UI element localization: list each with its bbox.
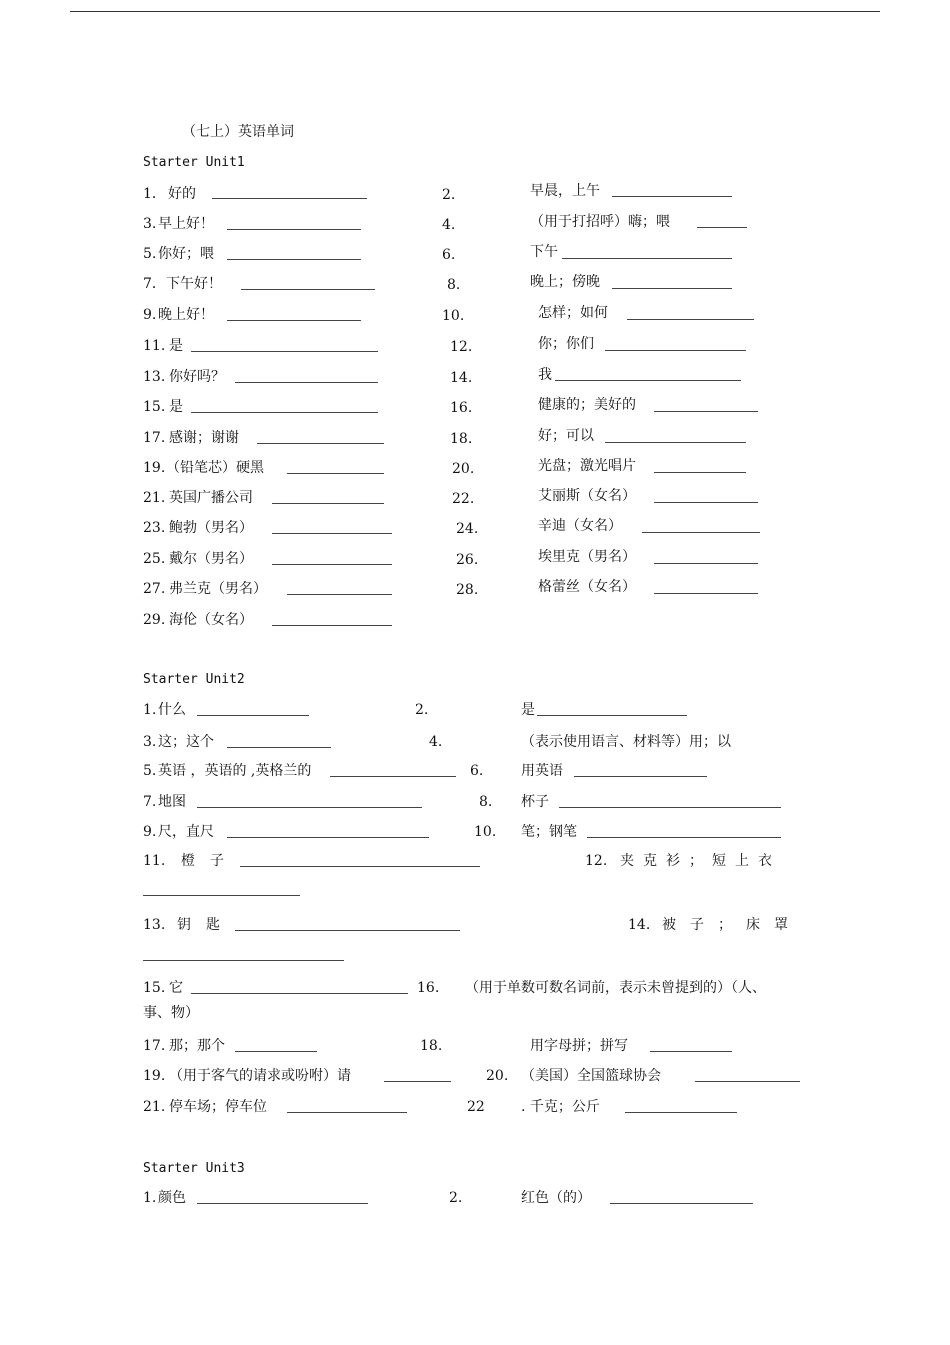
answer-blank[interactable]	[191, 412, 378, 413]
header-rule	[70, 11, 880, 12]
item-text: 感谢；谢谢	[169, 430, 239, 446]
item-number: 2.	[442, 187, 456, 203]
item-number: 6.	[470, 763, 484, 779]
item-number: 24.	[456, 521, 479, 537]
answer-blank[interactable]	[612, 288, 732, 289]
item-number: 3.	[143, 734, 157, 750]
item-text: 颜色	[158, 1190, 186, 1206]
answer-blank[interactable]	[227, 747, 331, 748]
item-number: 10.	[442, 308, 465, 324]
answer-blank[interactable]	[241, 289, 375, 290]
item-text: 晚上好！	[158, 307, 214, 323]
item-number: 13.	[143, 369, 166, 385]
answer-blank[interactable]	[287, 1112, 407, 1113]
answer-blank[interactable]	[197, 1203, 368, 1204]
item-number: 7.	[143, 794, 157, 810]
answer-blank[interactable]	[235, 382, 378, 383]
item-number: 15.	[143, 399, 166, 415]
item-text: 尺，直尺	[158, 824, 214, 840]
answer-blank[interactable]	[642, 532, 760, 533]
item-number: 26.	[456, 552, 479, 568]
item-number: 14.	[450, 370, 473, 386]
item-text: 怎样；如何	[538, 305, 608, 321]
answer-blank[interactable]	[654, 593, 758, 594]
item-text: 埃里克（男名）	[538, 549, 636, 565]
item-number: 25.	[143, 551, 166, 567]
answer-blank[interactable]	[287, 594, 392, 595]
item-text: 是	[169, 338, 183, 354]
item-text: 英国广播公司	[169, 490, 253, 506]
answer-blank[interactable]	[654, 563, 758, 564]
item-text: 鲍勃（男名）	[169, 520, 253, 536]
answer-blank[interactable]	[227, 837, 429, 838]
item-text: 海伦（女名）	[169, 612, 253, 628]
item-number: 9.	[143, 824, 157, 840]
item-text: . 千克；公斤	[521, 1099, 600, 1115]
item-text: 红色（的）	[521, 1190, 591, 1206]
item-number: 5.	[143, 763, 157, 779]
item-number: 21.	[143, 490, 166, 506]
item-text: 用英语	[521, 763, 563, 779]
item-text: 笔；钢笔	[521, 824, 577, 840]
item-text: 下午好！	[166, 276, 222, 292]
answer-blank[interactable]	[272, 564, 392, 565]
answer-blank[interactable]	[191, 351, 378, 352]
item-number: 9.	[143, 307, 157, 323]
item-number: 28.	[456, 582, 479, 598]
answer-blank[interactable]	[197, 807, 422, 808]
answer-blank[interactable]	[627, 319, 754, 320]
answer-blank[interactable]	[272, 533, 392, 534]
answer-blank[interactable]	[272, 625, 392, 626]
section-heading: Starter Unit3	[143, 1161, 245, 1176]
answer-blank[interactable]	[212, 198, 367, 199]
item-text: 停车场；停车位	[169, 1099, 267, 1115]
answer-blank[interactable]	[612, 196, 732, 197]
item-number: 11.	[143, 338, 166, 354]
item-number: 11.	[143, 853, 166, 869]
item-number: 1.	[143, 702, 157, 718]
answer-blank[interactable]	[605, 350, 746, 351]
item-text: 夹克衫；短上衣	[620, 853, 781, 869]
answer-blank[interactable]	[654, 472, 746, 473]
item-text: 被子；床罩	[662, 917, 802, 933]
item-text: 你；你们	[538, 336, 594, 352]
item-number: 8.	[447, 277, 461, 293]
item-number: 1.	[143, 1190, 157, 1206]
item-text: 我	[538, 367, 552, 383]
item-number: 19.	[143, 460, 166, 476]
item-number: 3.	[143, 216, 157, 232]
item-text: 好的	[168, 186, 196, 202]
answer-blank[interactable]	[555, 380, 741, 381]
section-heading: Starter Unit1	[143, 155, 245, 170]
answer-blank[interactable]	[587, 837, 781, 838]
item-text: 弗兰克（男名）	[169, 581, 267, 597]
answer-blank[interactable]	[235, 1051, 317, 1052]
item-text: 英语 ，英语的 ,英格兰的	[158, 763, 312, 779]
answer-blank[interactable]	[537, 715, 687, 716]
item-text: 辛迪（女名）	[538, 518, 622, 534]
item-number: 17.	[143, 430, 166, 446]
item-text: 它	[169, 980, 183, 996]
page-title: （七上）英语单词	[182, 124, 294, 140]
answer-blank[interactable]	[257, 443, 384, 444]
answer-blank[interactable]	[384, 1081, 451, 1082]
item-text: 光盘；激光唱片	[538, 458, 636, 474]
item-text: 钥匙	[177, 917, 235, 933]
item-text: 地图	[158, 794, 186, 810]
item-number: 13.	[143, 917, 166, 933]
item-text: 下午	[530, 244, 558, 260]
item-text: 什么	[158, 702, 186, 718]
item-number: 8.	[479, 794, 493, 810]
item-text: （铅笔芯）硬黑	[166, 460, 264, 476]
answer-blank[interactable]	[605, 442, 746, 443]
item-number: 17.	[143, 1038, 166, 1054]
item-number: 22	[467, 1099, 485, 1115]
item-text: 戴尔（男名）	[169, 551, 253, 567]
answer-blank[interactable]	[654, 502, 758, 503]
item-text: 这；这个	[158, 734, 214, 750]
item-number: 7．	[143, 276, 166, 292]
item-number: 21.	[143, 1099, 166, 1115]
answer-blank[interactable]	[610, 1203, 753, 1204]
answer-blank[interactable]	[330, 776, 456, 777]
item-text: （用于客气的请求或吩咐）请	[169, 1068, 351, 1084]
answer-blank[interactable]	[625, 1112, 737, 1113]
item-number: 18.	[450, 431, 473, 447]
item-number: 23.	[143, 520, 166, 536]
answer-blank[interactable]	[235, 930, 460, 931]
item-text-continued: 事、物）	[143, 1005, 199, 1021]
item-text: （表示使用语言、材料等）用；以	[521, 734, 731, 750]
item-number: 6.	[442, 247, 456, 263]
item-text: 好；可以	[538, 428, 594, 444]
answer-blank[interactable]	[227, 259, 361, 260]
answer-blank[interactable]	[143, 960, 344, 961]
answer-blank[interactable]	[654, 411, 758, 412]
item-text: 杯子	[521, 794, 549, 810]
answer-blank[interactable]	[697, 227, 747, 228]
item-text: （用于单数可数名词前，表示未曾提到的）（人、	[465, 980, 766, 996]
item-text: 是	[169, 399, 183, 415]
answer-blank[interactable]	[272, 503, 384, 504]
answer-blank[interactable]	[191, 993, 408, 994]
answer-blank[interactable]	[143, 895, 300, 896]
item-number: 2.	[415, 702, 429, 718]
item-text: 健康的；美好的	[538, 397, 636, 413]
item-number: 10.	[474, 824, 497, 840]
item-number: 2.	[449, 1190, 463, 1206]
item-text: 早晨，上午	[530, 183, 600, 199]
item-number: 12.	[585, 853, 608, 869]
item-text: 用字母拼；拼写	[530, 1038, 628, 1054]
item-text: 橙子	[181, 853, 239, 869]
section-heading: Starter Unit2	[143, 672, 245, 687]
answer-blank[interactable]	[562, 258, 732, 259]
item-text: 晚上；傍晚	[530, 274, 600, 290]
answer-blank[interactable]	[227, 320, 361, 321]
answer-blank[interactable]	[559, 807, 781, 808]
item-number: 29.	[143, 612, 166, 628]
answer-blank[interactable]	[227, 229, 361, 230]
item-number: 4.	[429, 734, 443, 750]
item-text: 你好；喂	[158, 246, 214, 262]
item-number: 27.	[143, 581, 166, 597]
item-number: 15.	[143, 980, 166, 996]
item-number: 1．	[143, 186, 166, 202]
item-number: 16.	[450, 400, 473, 416]
item-text: 是	[521, 702, 535, 718]
item-number: 5.	[143, 246, 157, 262]
item-text: 早上好！	[158, 216, 214, 232]
item-text: 那；那个	[169, 1038, 225, 1054]
item-number: 14.	[628, 917, 651, 933]
item-text: （用于打招呼）嗨；喂	[530, 214, 670, 230]
item-text: 格蕾丝（女名）	[538, 579, 636, 595]
item-number: 22.	[452, 491, 475, 507]
item-text: （美国）全国篮球协会	[521, 1068, 661, 1084]
item-number: 20.	[452, 461, 475, 477]
answer-blank[interactable]	[287, 473, 384, 474]
item-number: 12.	[450, 339, 473, 355]
answer-blank[interactable]	[197, 715, 309, 716]
item-number: 18.	[420, 1038, 443, 1054]
item-number: 4.	[442, 217, 456, 233]
answer-blank[interactable]	[574, 776, 707, 777]
answer-blank[interactable]	[695, 1081, 800, 1082]
item-text: 你好吗？	[169, 369, 225, 385]
item-number: 19.	[143, 1068, 166, 1084]
item-number: 16.	[417, 980, 440, 996]
answer-blank[interactable]	[650, 1051, 732, 1052]
item-number: 20.	[486, 1068, 509, 1084]
answer-blank[interactable]	[240, 866, 480, 867]
item-text: 艾丽斯（女名）	[538, 488, 636, 504]
